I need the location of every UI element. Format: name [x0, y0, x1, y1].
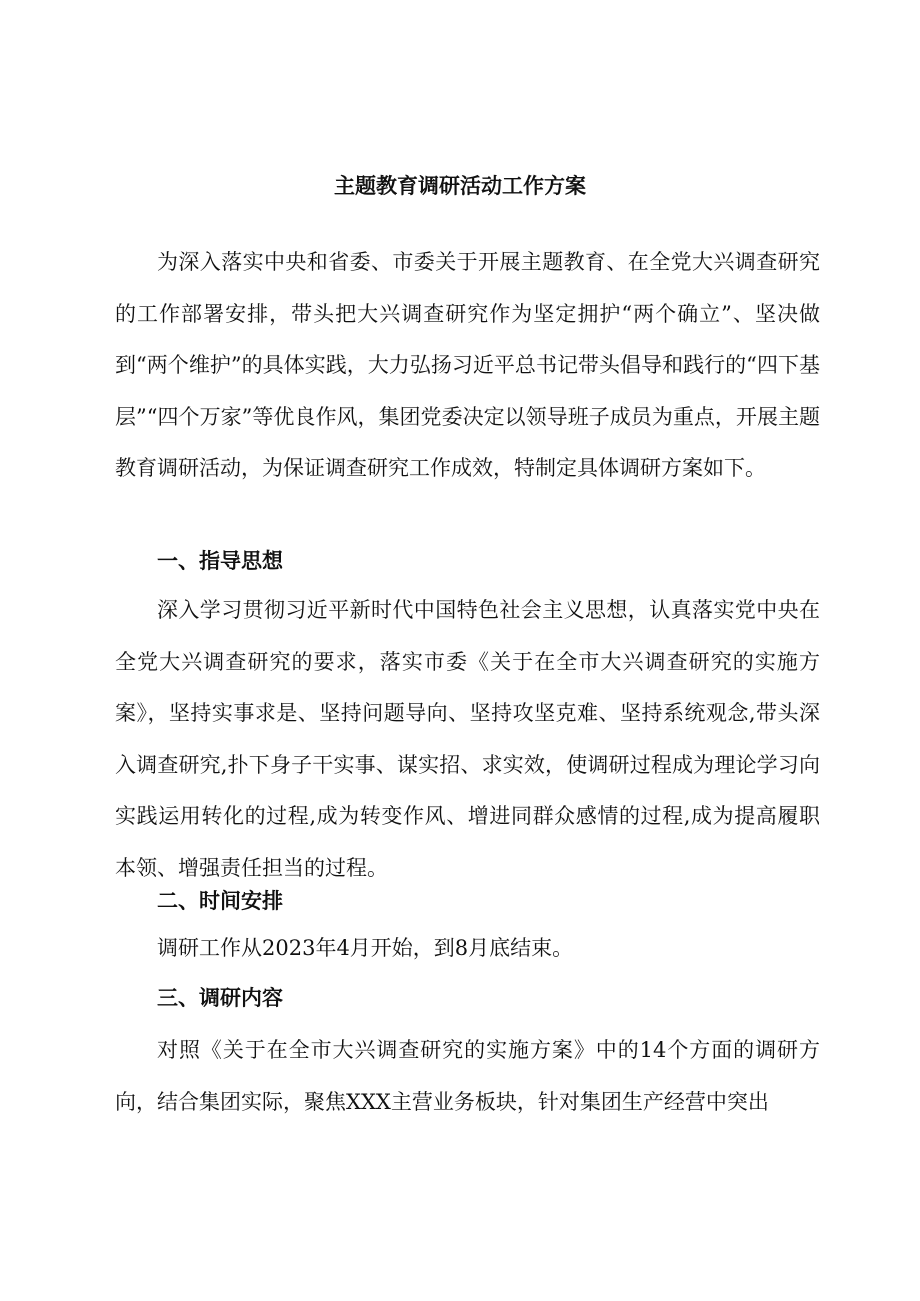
section-body-research-content: 对照《关于在全市大兴调查研究的实施方案》中的14个方面的调研方向，结合集团实际，聚焦XXX主营业务板块，针对集团生产经营中突出 — [115, 1038, 820, 1114]
section-heading-schedule: 二、时间安排 — [157, 889, 283, 913]
section-body-guiding-thought: 深入学习贯彻习近平新时代中国特色社会主义思想，认真落实党中央在全党大兴调查研究的要求，落实市委《关于在全市大兴调查研究的实施方案》，坚持实事求是、坚持问题导向、坚持攻坚克难、坚持系统观念,带头深入调查研究,扑下身子干实事、谋实招、求实效，使调研过程成为理论学习向实践运用转化的过程,成为转变作风、增进同群众感情的过程,成为提高履职本领、增强责任担当的过程。 — [115, 598, 820, 880]
document-title: 主题教育调研活动工作方案 — [334, 174, 586, 198]
section-body-schedule: 调研工作从2023年4月开始，到8月底结束。 — [157, 936, 574, 960]
section-heading-research-content: 三、调研内容 — [157, 986, 283, 1010]
section-heading-guiding-thought: 一、指导思想 — [157, 549, 283, 573]
intro-paragraph: 为深入落实中央和省委、市委关于开展主题教育、在全党大兴调查研究的工作部署安排，带头把大兴调查研究作为坚定拥护“两个确立”、坚决做到“两个维护”的具体实践，大力弘扬习近平总书记带头倡导和践行的“四下基层”“四个万家”等优良作风，集团党委决定以领导班子成员为重点，开展主题教育调研活动，为保证调查研究工作成效，特制定具体调研方案如下。 — [115, 250, 820, 480]
